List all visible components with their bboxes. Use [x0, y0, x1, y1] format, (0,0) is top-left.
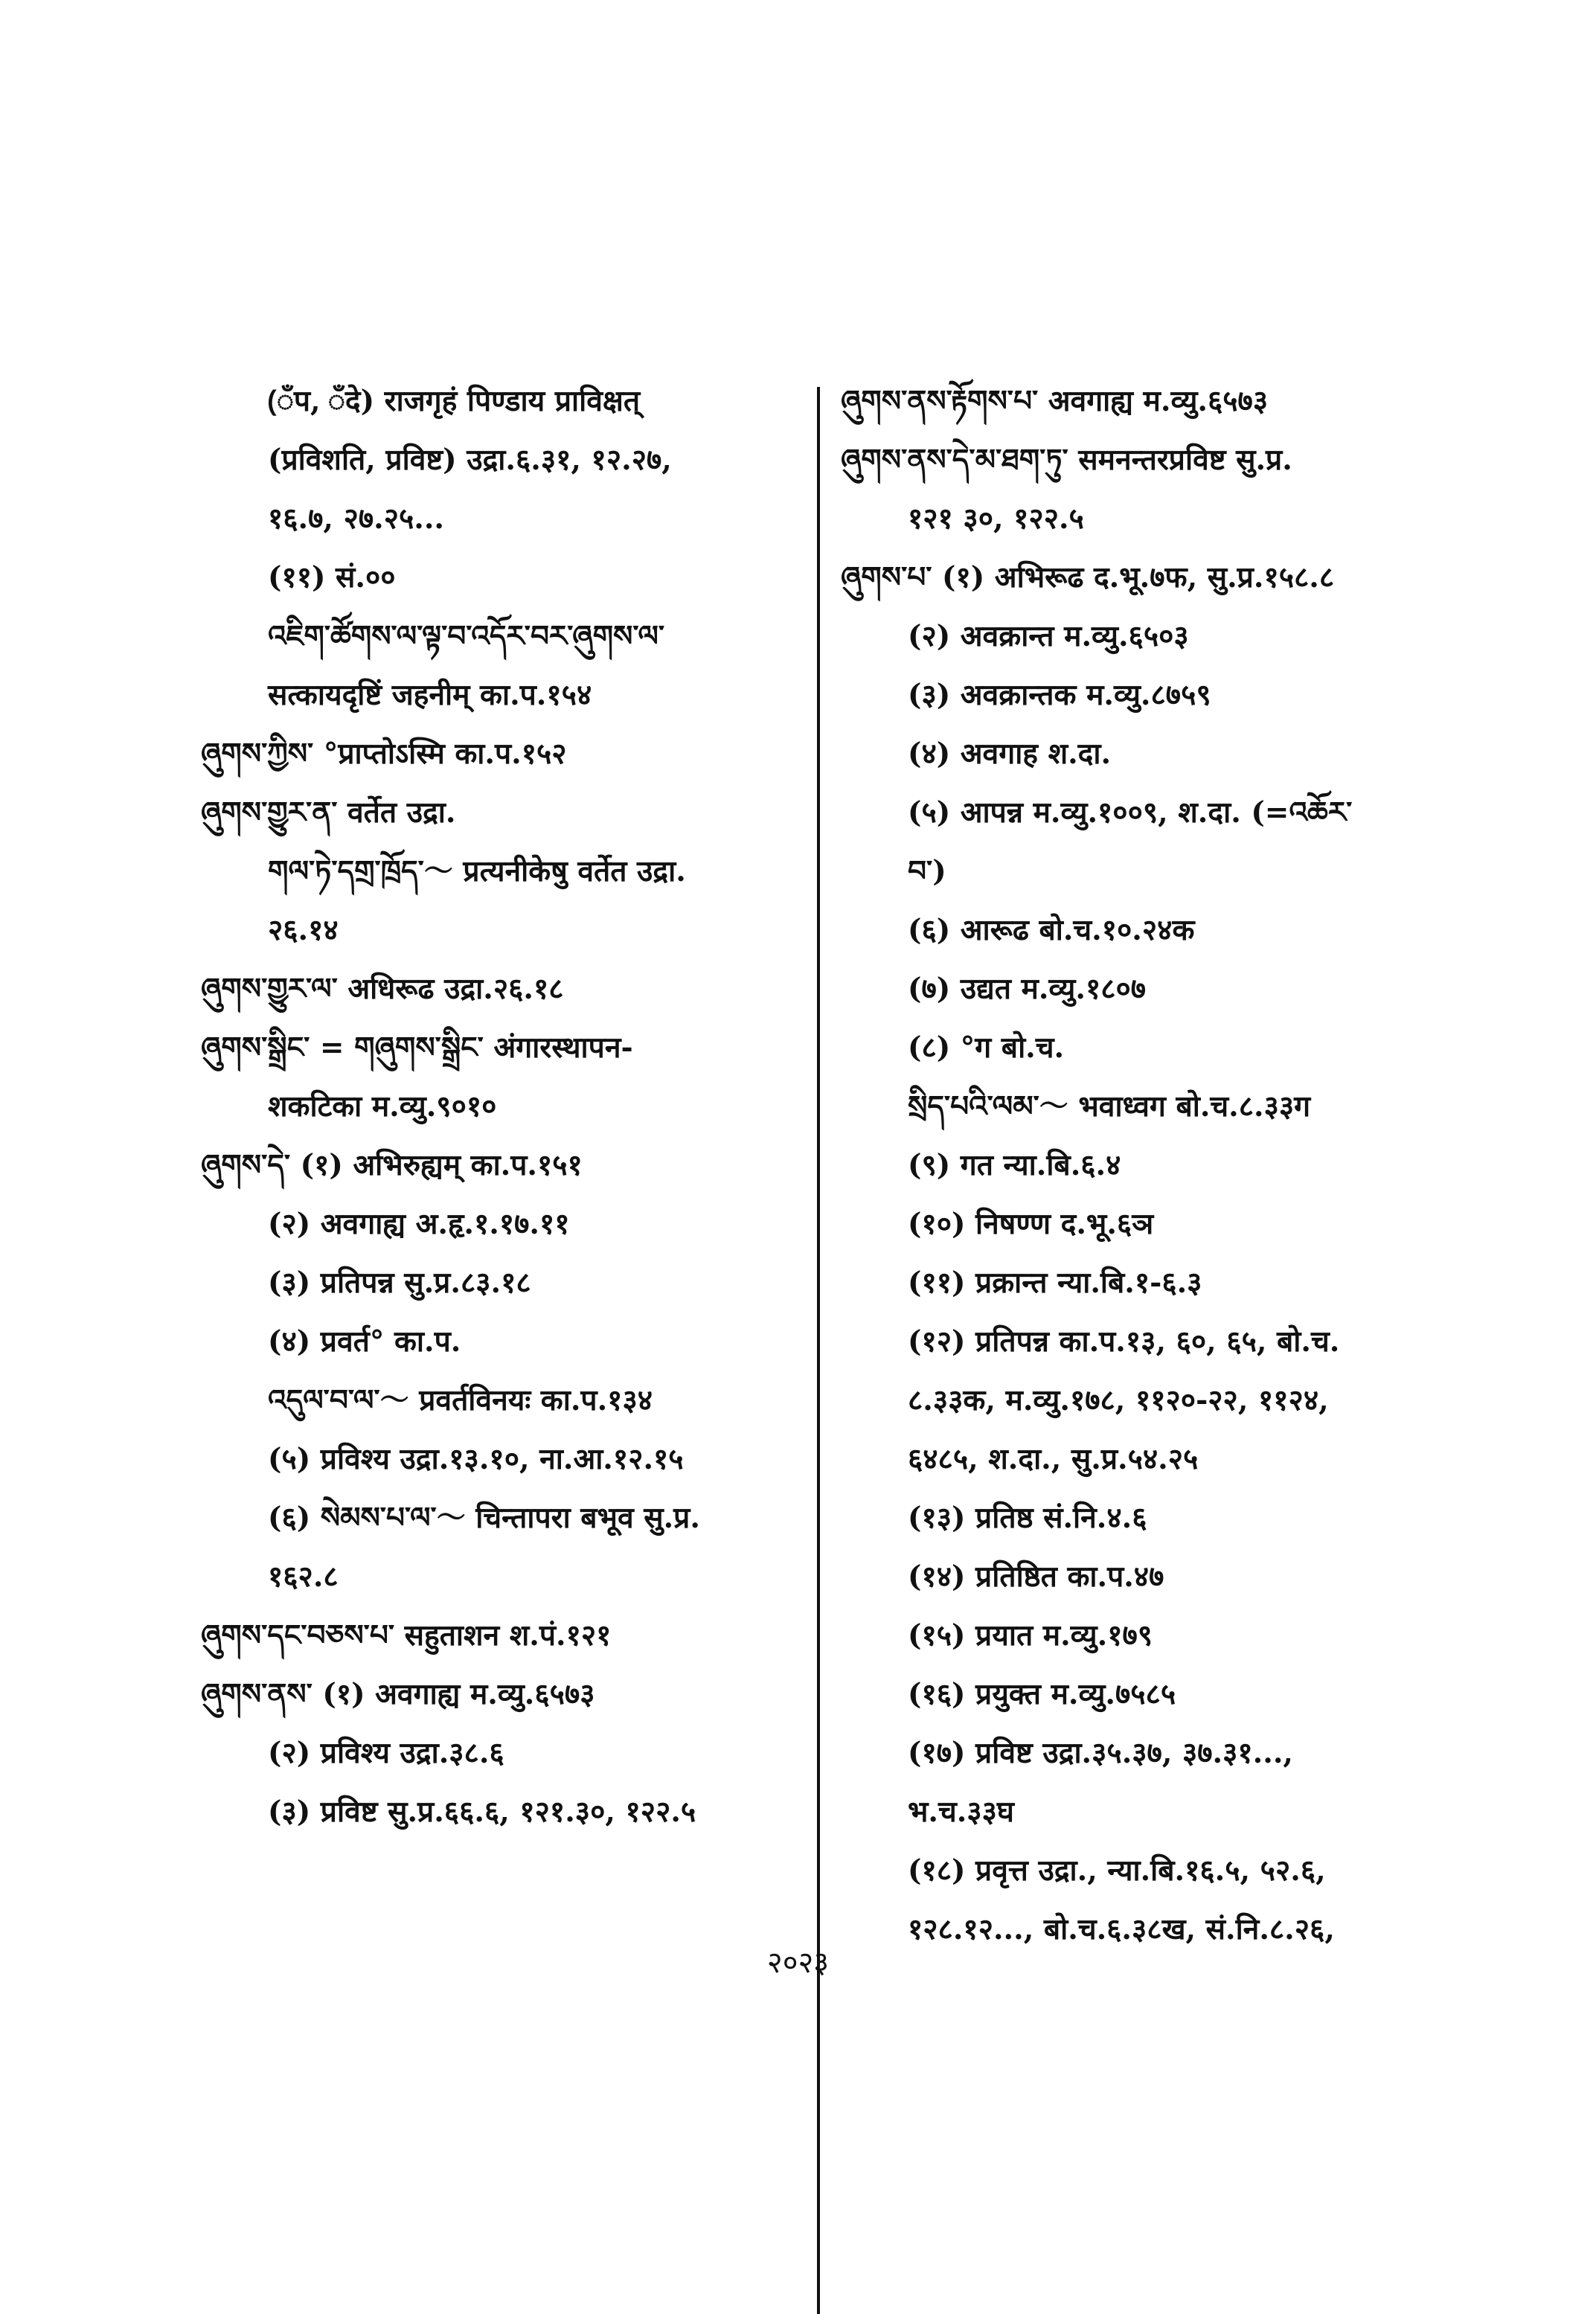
entry-line: सत्कायदृष्टिं जहनीम् का.प.१५४	[268, 678, 592, 712]
column-divider	[817, 387, 820, 2314]
entry-line: ८.३३क, म.व्यु.१७८, ११२०-२२, ११२४,	[908, 1383, 1329, 1417]
entry-line: ཞུགས་ནས་རྟོགས་པ་ अवगाह्य म.व्यु.६५७३	[841, 384, 1269, 418]
entry-line: ཞུགས་པ་ (१) अभिरूढ द.भू.७फ, सु.प्र.१५८.८	[841, 560, 1335, 594]
right-column	[841, 372, 1436, 1959]
entry-line: (३) अवक्रान्तक म.व्यु.८७५९	[908, 678, 1211, 712]
left-column	[201, 372, 804, 1842]
entry-line: शकटिका म.व्यु.९०१०	[268, 1089, 497, 1124]
entry-line: १२१ ३०, १२२.५	[908, 501, 1084, 536]
entry-line: (१३) प्रतिष्ठ सं.नि.४.६	[908, 1501, 1147, 1535]
entry-line: (७) उद्यत म.व्यु.१८०७	[908, 972, 1147, 1006]
entry-line: ཞུགས་གྱུར་ན་ वर्तेत उद्रा.	[201, 795, 456, 830]
entry-line: སྲིད་པའི་ལམ་～ भवाध्वग बो.च.८.३३ग	[908, 1089, 1311, 1124]
entry-line: (ँप, ँदे) राजगृहं पिण्डाय प्राविक्षत्	[268, 384, 641, 418]
entry-line: འདུལ་བ་ལ་～ प्रवर्तविनयः का.प.१३४	[268, 1383, 653, 1417]
entry-line: (४) प्रवर्त° का.प.	[268, 1324, 461, 1359]
entry-line: (५) प्रविश्य उद्रा.१३.१०, ना.आ.१२.१५	[268, 1442, 684, 1476]
entry-line: (१७) प्रविष्ट उद्रा.३५.३७, ३७.३१...,	[908, 1736, 1293, 1770]
entry-line: (१०) निषण्ण द.भू.६ञ	[908, 1207, 1154, 1241]
entry-line: (८) °ग बो.च.	[908, 1031, 1065, 1065]
entry-line: (३) प्रविष्ट सु.प्र.६६.६, १२१.३०, १२२.५	[268, 1795, 696, 1829]
entry-line: १६.७, २७.२५...	[268, 501, 445, 536]
entry-line: ཞུགས་ནས་ (१) अवगाह्य म.व्यु.६५७३	[201, 1677, 595, 1711]
entry-line: འཇིག་ཚོགས་ལ་ལྟ་བ་འདོར་བར་ཞུགས་ལ་	[268, 619, 665, 653]
entry-line: भ.च.३३घ	[908, 1795, 1014, 1829]
entry-line: (१८) प्रवृत्त उद्रा., न्या.बि.१६.५, ५२.६,	[908, 1853, 1326, 1888]
entry-line: (३) प्रतिपन्न सु.प्र.८३.१८	[268, 1266, 531, 1300]
entry-line: (१५) प्रयात म.व्यु.१७९	[908, 1618, 1153, 1653]
entry-line: ཞུགས་དེ་ (१) अभिरुह्यम् का.प.१५१	[201, 1148, 583, 1182]
entry-line: (१४) प्रतिष्ठित का.प.४७	[908, 1560, 1164, 1594]
entry-line: (१२) प्रतिपन्न का.प.१३, ६०, ६५, बो.च.	[908, 1324, 1340, 1359]
entry-line: (९) गत न्या.बि.६.४	[908, 1148, 1121, 1182]
entry-line: (४) अवगाह श.दा.	[908, 737, 1112, 771]
entry-line: १२८.१२..., बो.च.६.३८ख, सं.नि.८.२६,	[908, 1912, 1335, 1946]
entry-line: (६) སེམས་པ་ལ་～ चिन्तापरा बभूव सु.प्र.	[268, 1501, 700, 1535]
entry-line: (१६) प्रयुक्त म.व्यु.७५८५	[908, 1677, 1176, 1711]
entry-line: ཞུགས་དང་བཅས་པ་ सहुताशन श.पं.१२१	[201, 1618, 612, 1653]
entry-line: ६४८५, श.दा., सु.प्र.५४.२५	[908, 1442, 1199, 1476]
entry-line: ཞུགས་ནས་དེ་མ་ཐག་ཏུ་ समनन्तरप्रविष्ट सु.प्र.	[841, 443, 1292, 477]
entry-line: ཞུགས་ཀྱིས་ °प्राप्तोऽस्मि का.प.१५२	[201, 737, 567, 771]
entry-line: (२) अवक्रान्त म.व्यु.६५०३	[908, 619, 1189, 653]
entry-line: (११) सं.००	[268, 560, 396, 594]
entry-line: २६.१४	[268, 913, 339, 947]
entry-line: (२) प्रविश्य उद्रा.३८.६	[268, 1736, 504, 1770]
entry-line: (६) आरूढ बो.च.१०.२४क	[908, 913, 1195, 947]
entry-line: (प्रविशति, प्रविष्ट) उद्रा.६.३१, १२.२७,	[268, 443, 672, 477]
entry-line: (२) अवगाह्य अ.हृ.१.१७.११	[268, 1207, 570, 1241]
entry-line: (५) आपन्न म.व्यु.१००९, श.दा. (=འཆོར་	[908, 795, 1353, 830]
page-number: २०२३	[766, 1946, 830, 1980]
entry-line: (११) प्रक्रान्त न्या.बि.१-६.३	[908, 1266, 1202, 1300]
entry-line: གལ་ཏེ་དགྲ་ཁྲོད་～ प्रत्यनीकेषु वर्तेत उद्रा.	[268, 854, 686, 888]
entry-line: ཞུགས་སྒྲིང་ = གཞུགས་སྒྲིང་ अंगारस्थापन-	[201, 1031, 633, 1065]
entry-line: ཞུགས་གྱུར་ལ་ अधिरूढ उद्रा.२६.१८	[201, 972, 564, 1006]
entry-line: १६२.८	[268, 1560, 339, 1594]
entry-line: བ་)	[908, 854, 946, 888]
